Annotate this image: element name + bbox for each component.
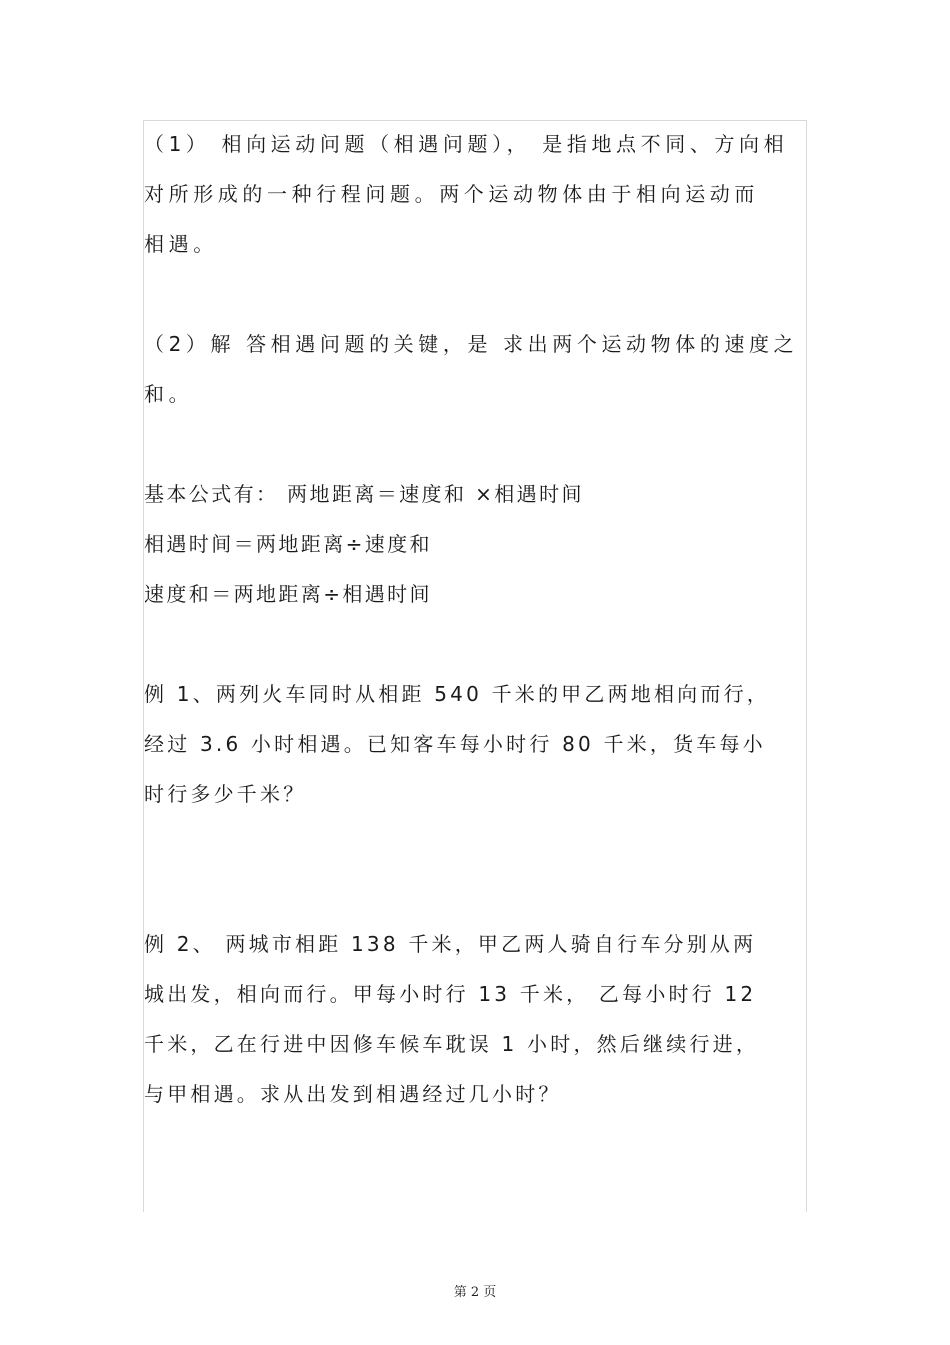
page-number-footer: 第 2 页 xyxy=(453,1285,497,1300)
page-frame-right-border xyxy=(806,120,807,1212)
page-frame-top-border xyxy=(143,120,807,121)
paragraph-1-line-2: 对所形成的一种行程问题。两个运动物体由于相向运动而 xyxy=(144,182,759,206)
paragraph-2-line-1: （2）解 答相遇问题的关键，是 求出两个运动物体的速度之 xyxy=(144,332,799,356)
example-2-line-3: 千米，乙在行进中因修车候车耽误 1 小时，然后继续行进， xyxy=(144,1032,760,1056)
formula-line-3: 速度和＝两地距离÷相遇时间 xyxy=(144,582,432,606)
paragraph-1-line-1: （1） 相向运动问题（相遇问题）， 是指地点不同、方向相 xyxy=(144,132,789,156)
example-2-line-4: 与甲相遇。求从出发到相遇经过几小时？ xyxy=(144,1082,562,1106)
formula-line-2: 相遇时间＝两地距离÷速度和 xyxy=(144,532,432,556)
paragraph-1-line-3: 相遇。 xyxy=(144,232,218,256)
example-1-line-1: 例 1、两列火车同时从相距 540 千米的甲乙两地相向而行， xyxy=(144,682,770,706)
example-1-line-3: 时行多少千米？ xyxy=(144,782,307,806)
paragraph-2-line-2: 和。 xyxy=(144,382,194,406)
example-1-line-2: 经过 3.6 小时相遇。已知客车每小时行 80 千米，货车每小 xyxy=(144,732,766,756)
example-2-line-2: 城出发，相向而行。甲每小时行 13 千米， 乙每小时行 12 xyxy=(144,982,757,1006)
formula-line-1: 基本公式有： 两地距离＝速度和 ×相遇时间 xyxy=(144,482,584,506)
example-2-line-1: 例 2、 两城市相距 138 千米，甲乙两人骑自行车分别从两 xyxy=(144,932,757,956)
